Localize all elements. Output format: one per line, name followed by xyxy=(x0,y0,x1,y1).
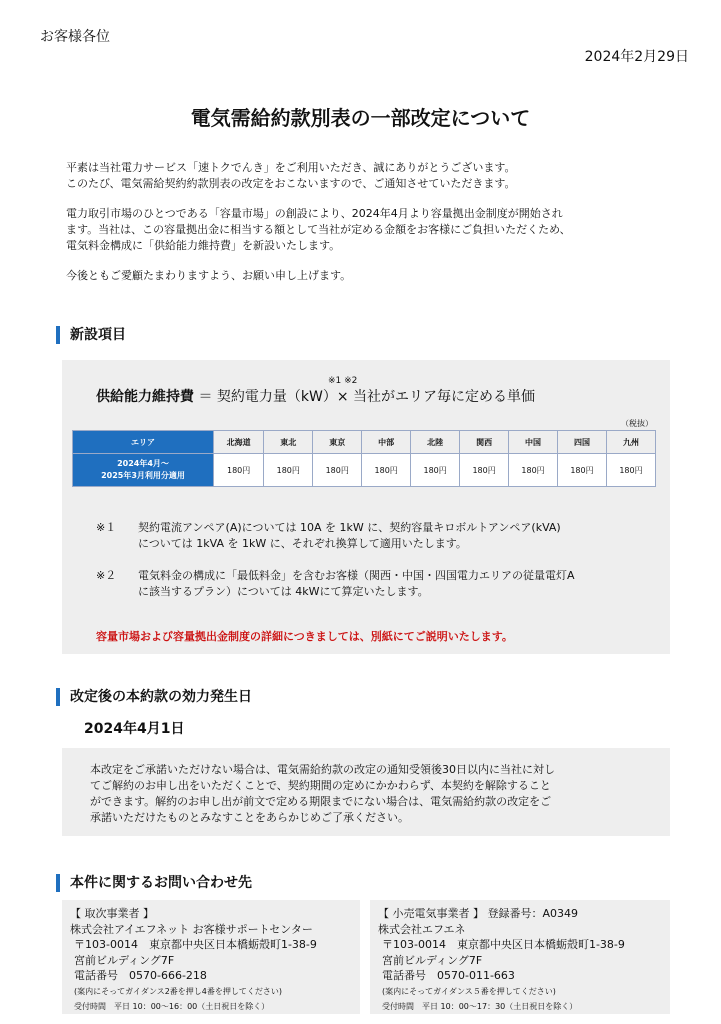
effective-text-2: てご解約のお申し出をいただくことで、契約期間の定めにかかわらず、本契約を解除すること xyxy=(90,779,551,792)
page-title: 電気需給約款別表の一部改定について xyxy=(190,106,531,130)
intro-p1a: 平素は当社電力サービス「速トクでんき」をご利用いただき、誠にありがとうございます。 xyxy=(66,161,516,174)
section-heading-contact: 本件に関するお問い合わせ先 xyxy=(56,874,252,892)
intro-text xyxy=(66,160,676,298)
area-header: 東京 xyxy=(313,431,362,454)
section-heading-new-items: 新設項目 xyxy=(56,326,126,344)
area-header: 中部 xyxy=(362,431,411,454)
agent-address2: 宮前ビルディング7F xyxy=(74,953,175,967)
area-header: 北陸 xyxy=(411,431,460,454)
price-cell: 180円 xyxy=(264,454,313,487)
note-2 xyxy=(96,568,656,600)
effective-text-3: ができます。解約のお申し出が前文で定める期限までにない場合は、電気需給約款の改定をご xyxy=(90,795,552,808)
rate-period-line1: 2024年4月～ xyxy=(117,459,169,468)
formula-expression: ＝ 契約電力量（kW）× 当社がエリア毎に定める単価 xyxy=(194,389,536,405)
effective-text xyxy=(90,762,650,826)
rate-period-line2: 2025年3月利用分適用 xyxy=(101,471,185,480)
area-header: 東北 xyxy=(264,431,313,454)
area-header: 北海道 xyxy=(214,431,264,454)
retailer-guidance: (案内にそってガイダンス５番を押してください) xyxy=(382,986,556,996)
price-cell: 180円 xyxy=(460,454,509,487)
price-cell: 180円 xyxy=(362,454,411,487)
rate-period-label xyxy=(73,454,214,487)
price-cell: 180円 xyxy=(313,454,362,487)
price-cell: 180円 xyxy=(606,454,655,487)
note-2-mark: ※２ xyxy=(96,569,117,582)
effective-date: 2024年4月1日 xyxy=(84,721,185,737)
retailer-company: 株式会社エフエネ xyxy=(378,922,466,936)
red-notice: 容量市場および容量拠出金制度の詳細につきましては、別紙にてご説明いたします。 xyxy=(96,630,513,643)
retailer-phone: 電話番号 0570-011-663 xyxy=(382,969,515,982)
price-cell: 180円 xyxy=(214,454,264,487)
area-header: 九州 xyxy=(606,431,655,454)
agent-role: 【 取次事業者 】 xyxy=(70,907,154,920)
note-2-line2: に該当するプラン）については 4kWにて算定いたします。 xyxy=(138,585,429,598)
intro-p2c: 電気料金構成に「供給能力維持費」を新設いたします。 xyxy=(66,239,341,252)
note-2-line1: 電気料金の構成に「最低料金」を含むお客様（関西・中国・四国電力エリアの従量電灯A xyxy=(138,569,575,582)
retailer-address2: 宮前ビルディング7F xyxy=(382,953,483,967)
contact-box-retailer xyxy=(370,900,670,1014)
intro-p1b: このたび、電気需給契約約款別表の改定をおこないますので、ご通知させていただきます。 xyxy=(66,177,516,190)
area-header: 中国 xyxy=(509,431,558,454)
agent-guidance: (案内にそってガイダンス2番を押し4番を押してください) xyxy=(74,986,283,996)
formula xyxy=(96,386,535,406)
intro-p3: 今後ともご愛顧たまわりますよう、お願い申し上げます。 xyxy=(66,269,352,282)
rate-table-header-label: エリア xyxy=(73,431,214,454)
retailer-role: 【 小売電気事業者 】 登録番号：A0349 xyxy=(378,907,579,920)
intro-p2a: 電力取引市場のひとつである「容量市場」の創設により、2024年4月より容量拠出金制度が開始され xyxy=(66,207,563,220)
area-header: 四国 xyxy=(558,431,607,454)
price-cell: 180円 xyxy=(411,454,460,487)
tax-note: （税抜） xyxy=(621,419,653,428)
agent-phone: 電話番号 0570-666-218 xyxy=(74,969,207,982)
intro-p2b: ます。当社は、この容量拠出金に相当する額として当社が定める金額をお客様にご負担いただくため、 xyxy=(66,223,571,236)
note-1-mark: ※１ xyxy=(96,521,117,534)
price-cell: 180円 xyxy=(558,454,607,487)
price-cell: 180円 xyxy=(509,454,558,487)
retailer-hours: 受付時間 平日 10：00～17：30（土日祝日を除く） xyxy=(382,1002,578,1011)
effective-text-4: 承諾いただけたものとみなすことをあらかじめご了承ください。 xyxy=(90,811,409,824)
formula-term: 供給能力維持費 xyxy=(96,389,194,405)
note-1 xyxy=(96,520,656,552)
salutation: お客様各位 xyxy=(40,29,110,45)
agent-company: 株式会社アイエフネット お客様サポートセンター xyxy=(70,922,313,936)
note-1-line2: については 1kVA を 1kW に、それぞれ換算して適用いたします。 xyxy=(138,537,467,550)
retailer-address1: 〒103-0014 東京都中央区日本橋蛎殻町1-38-9 xyxy=(382,938,625,951)
effective-text-1: 本改定をご承諾いただけない場合は、電気需給約款の改定の通知受領後30日以内に当社に対し xyxy=(90,763,555,776)
note-1-line1: 契約電流アンペア(A)については 10A を 1kW に、契約容量キロボルトアンペア(kVA) xyxy=(138,521,561,534)
agent-address1: 〒103-0014 東京都中央区日本橋蛎殻町1-38-9 xyxy=(74,938,317,951)
rate-table xyxy=(72,430,656,487)
section-heading-effective: 改定後の本約款の効力発生日 xyxy=(56,688,252,706)
area-header: 関西 xyxy=(460,431,509,454)
formula-note-marks: ※1 ※2 xyxy=(328,376,358,386)
agent-hours: 受付時間 平日 10：00～16：00（土日祝日を除く） xyxy=(74,1002,270,1011)
contact-box-agent xyxy=(62,900,360,1014)
document-date: 2024年2月29日 xyxy=(584,49,689,65)
